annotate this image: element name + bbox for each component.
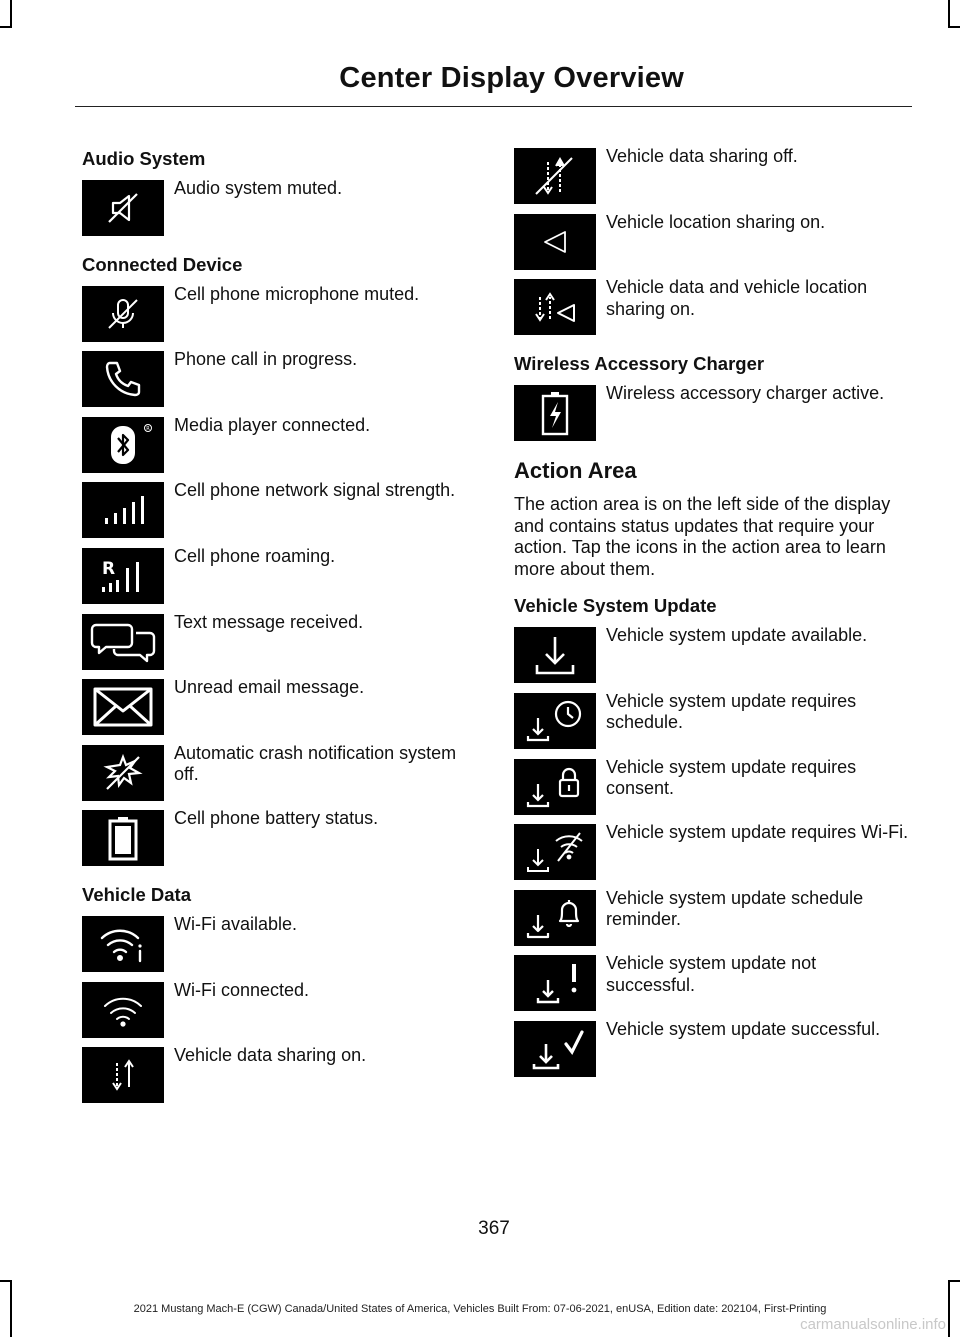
list-item	[82, 283, 468, 352]
item-description: Cell phone microphone muted.	[174, 283, 420, 304]
footer-edition-info: 2021 Mustang Mach-E (CGW) Canada/United States of America, Vehicles Built From: 07-06-2021, enUSA, Edition date: 202104, First-Printing	[133, 1303, 827, 1315]
chat-bubbles-icon	[82, 614, 164, 670]
item-description: Vehicle system update successful.	[606, 1018, 881, 1039]
download-bell-icon	[514, 890, 596, 946]
item-description: Audio system muted.	[174, 178, 343, 198]
list-item	[514, 627, 910, 693]
item-description: Wi-Fi available.	[174, 913, 298, 934]
item-description: Phone call in progress.	[174, 349, 358, 370]
item-description: Vehicle system update requires schedule.	[606, 690, 857, 733]
crop-mark	[0, 1280, 10, 1282]
section-heading-vehicle-system-update: Vehicle System Update	[514, 595, 717, 617]
wifi-info-icon	[82, 916, 164, 972]
item-description: Vehicle data and vehicle location sharing on.	[606, 277, 868, 319]
item-description: Vehicle location sharing on.	[606, 211, 826, 232]
list-item	[514, 1018, 910, 1087]
item-description: Cell phone network signal strength.	[174, 480, 456, 501]
list-item	[514, 690, 910, 759]
download-lock-icon	[514, 759, 596, 815]
download-clock-icon	[514, 693, 596, 749]
section-title-action-area: Action Area	[514, 458, 637, 484]
list-item	[514, 382, 910, 451]
item-description: Cell phone battery status.	[174, 808, 379, 829]
download-check-icon	[514, 1021, 596, 1077]
list-item	[82, 1047, 468, 1113]
location-arrow-icon	[514, 214, 596, 270]
watermark: carmanualsonline.info	[800, 1316, 946, 1333]
microphone-muted-icon	[82, 286, 164, 342]
data-sharing-icon	[82, 1047, 164, 1103]
crop-mark	[950, 26, 960, 28]
list-item	[82, 679, 468, 745]
signal-strength-icon	[82, 482, 164, 538]
item-description: Media player connected.	[174, 414, 371, 435]
list-item	[514, 148, 910, 214]
download-icon	[514, 627, 596, 683]
list-item	[82, 351, 468, 417]
list-item	[514, 824, 910, 890]
list-item	[82, 482, 468, 548]
item-description: Vehicle data sharing on.	[174, 1045, 367, 1066]
roaming-icon	[82, 548, 164, 604]
item-description: Unread email message.	[174, 677, 365, 698]
envelope-icon	[82, 679, 164, 735]
battery-icon	[82, 810, 164, 866]
bluetooth-icon	[82, 417, 164, 473]
list-item	[82, 180, 468, 246]
item-description: Cell phone roaming.	[174, 545, 336, 566]
speaker-muted-icon	[82, 180, 164, 236]
section-heading-vehicle-data: Vehicle Data	[82, 883, 192, 905]
item-description: Vehicle system update not successful.	[606, 953, 817, 995]
wifi-icon	[82, 982, 164, 1038]
list-item	[514, 279, 910, 345]
charging-battery-icon	[514, 385, 596, 441]
item-description: Vehicle system update available.	[606, 625, 868, 646]
page-header	[75, 58, 912, 107]
left-column	[82, 146, 468, 1113]
download-exclamation-icon	[514, 955, 596, 1011]
svg-text:R: R	[146, 425, 150, 432]
list-item	[82, 545, 468, 614]
item-description: Text message received.	[174, 611, 364, 632]
right-column	[514, 148, 910, 1087]
data-location-sharing-icon	[514, 279, 596, 335]
list-item	[514, 756, 910, 825]
phone-icon	[82, 351, 164, 407]
svg-text:R: R	[102, 558, 116, 579]
item-description: Wi-Fi connected.	[174, 979, 310, 1000]
page-title: Center Display Overview	[339, 62, 684, 94]
list-item	[82, 742, 468, 811]
crop-mark	[0, 26, 10, 28]
crop-mark	[948, 0, 950, 28]
section-heading-audio: Audio System	[82, 148, 206, 169]
item-description: Vehicle data sharing off.	[606, 146, 798, 166]
download-wifi-off-icon	[514, 824, 596, 880]
item-description: Wireless accessory charger active.	[606, 382, 885, 403]
list-item	[82, 979, 468, 1048]
item-description: Vehicle system update requires consent.	[606, 756, 857, 799]
section-heading-connected-device: Connected Device	[82, 253, 243, 275]
list-item	[514, 887, 910, 956]
crash-notification-off-icon	[82, 745, 164, 801]
list-item	[514, 955, 910, 1021]
item-description: Vehicle system update requires Wi-Fi.	[606, 822, 909, 843]
data-sharing-off-icon	[514, 148, 596, 204]
list-item	[82, 913, 468, 982]
list-item	[514, 211, 910, 280]
crop-mark	[10, 0, 12, 28]
section-heading-wireless-charger: Wireless Accessory Charger	[514, 352, 765, 374]
item-description: Vehicle system update schedule reminder.	[606, 887, 864, 930]
crop-mark	[950, 1280, 960, 1282]
list-item	[82, 414, 468, 483]
page-number: 367	[478, 1218, 510, 1239]
list-item	[82, 810, 468, 876]
list-item	[82, 611, 468, 680]
item-description: Automatic crash notification system off.	[174, 742, 457, 785]
action-area-paragraph: The action area is on the left side of the display and contains status updates that require your action. Tap the icons in the action area to learn more about them.	[514, 494, 891, 579]
